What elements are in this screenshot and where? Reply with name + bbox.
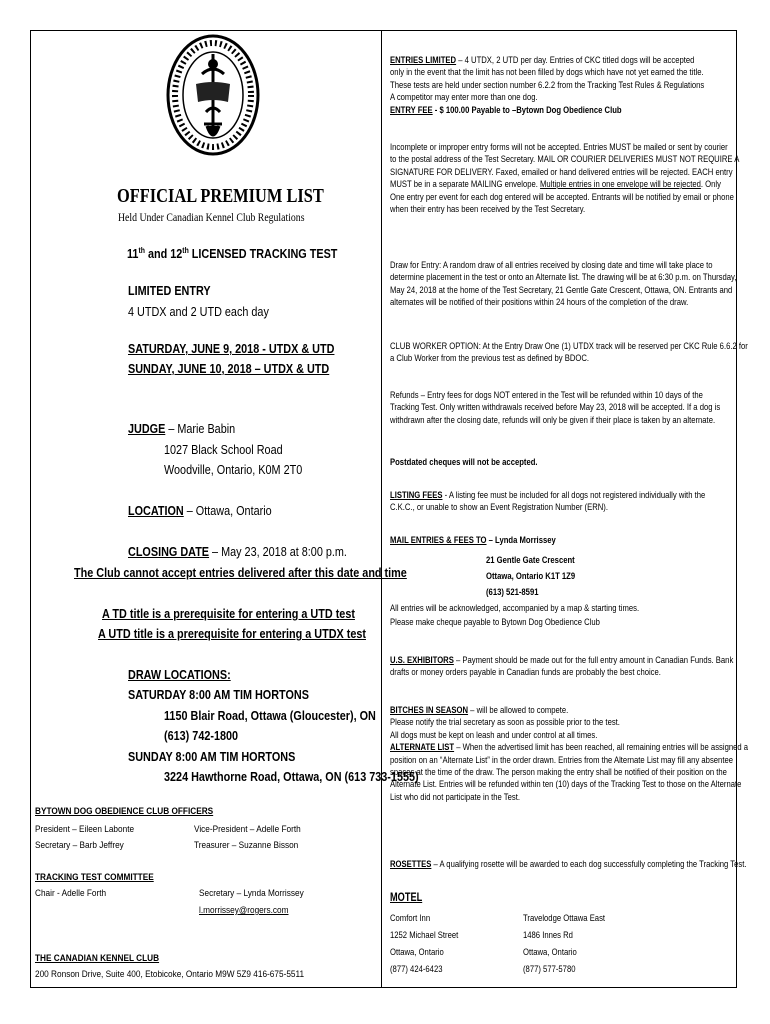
judge-address-2: Woodville, Ontario, K0M 2T0 xyxy=(164,463,303,477)
saturday-date: SATURDAY, JUNE 9, 2018 - UTDX & UTD xyxy=(128,342,335,356)
mail-entries-label: MAIL ENTRIES & FEES TO xyxy=(390,535,487,546)
listing-fees-section: LISTING FEES - A listing fee must be included for all dogs not registered individually with the C.K.C., or unable to show an Event Registration Number (ERN). xyxy=(390,490,706,514)
entries-limited-section: ENTRIES LIMITED – 4 UTDX, 2 UTD per day. Entries of CKC titled dogs will be accepted only in the event that the limit has not been filled by dogs which have not yet earned the title. These tests are held under section number 6.2.2 from the Tracking Test Rules & Regulations A competitor may enter more than one dog. ENTRY FEE - $ 100.00 Payable to –Bytown Dog Obedience Club xyxy=(390,55,705,116)
officer-vice-president: Vice-President – Adelle Forth xyxy=(194,824,301,835)
officer-secretary: Secretary – Barb Jeffrey xyxy=(35,840,124,851)
limited-entry-heading: LIMITED ENTRY xyxy=(128,284,211,298)
motel-comfort-inn: Comfort Inn 1252 Michael Street Ottawa, Ontario (877) 424-6423 xyxy=(390,913,459,975)
bitches-in-season-section: BITCHES IN SEASON – will be allowed to compete. Please notify the trial secretary as soon as possible prior to the test. All dogs must be kept on leash and under control at all times. ALTERNATE LIST – When the advertised limit has been reached, all remaining entries will be assigned a position on an “Alternate List” in the order drawn. Entries from the Alternate List may fill any absentee spaces at the time of the draw. The person making the entry shall be notified of their position on the Alternate List. Entries will be refunded within ten (10) days of the Tracking Test to those on the Alternate List who did not participate in the Test. xyxy=(390,705,749,803)
draw-sunday: SUNDAY 8:00 AM TIM HORTONS xyxy=(128,750,296,764)
motel-travelodge: Travelodge Ottawa East 1486 Innes Rd Ottawa, Ontario (877) 577-5780 xyxy=(523,913,606,975)
committee-secretary: Secretary – Lynda Morrissey xyxy=(199,888,304,899)
judge-label: JUDGE xyxy=(128,422,166,436)
draw-locations-heading: DRAW LOCATIONS: xyxy=(128,668,231,682)
draw-for-entry-section: Draw for Entry: A random draw of all entries received by closing date and time will take place to determine placement in the test or onto an Alternate list. The drawing will be at 6:30 p.m. on Thursday, May 24, 2018 at the home of the Test Secretary, 21 Gentle Gate Crescent, Ottawa, ON. Entrants and alternates will be notified of their positions within 24 hours of the completion of the draw. xyxy=(390,260,737,309)
limited-entry-text: 4 UTDX and 2 UTD each day xyxy=(128,305,269,319)
location-label: LOCATION xyxy=(128,504,184,518)
officers-heading: BYTOWN DOG OBEDIENCE CLUB OFFICERS xyxy=(35,806,214,817)
judge-address-1: 1027 Black School Road xyxy=(164,443,283,457)
draw-saturday-phone: (613) 742-1800 xyxy=(164,729,239,743)
column-divider xyxy=(381,30,382,988)
closing-date-label: CLOSING DATE xyxy=(128,545,210,559)
ckc-heading: THE CANADIAN KENNEL CLUB xyxy=(35,953,160,964)
closing-date-line: CLOSING DATE – May 23, 2018 at 8:00 p.m. xyxy=(128,545,347,559)
refunds-section: Refunds – Entry fees for dogs NOT entered in the Test will be refunded within 10 days of the Tracking Test. Only written withdrawals received before May 23, 2018 will be accepted. If a dog is withdrawn after the closing date, refunds will only be given if their place is taken by an alternate. xyxy=(390,390,721,426)
entry-fee-label: ENTRY FEE xyxy=(390,104,433,116)
prerequisite-utd: A TD title is a prerequisite for entering a UTD test xyxy=(102,607,355,621)
test-name-heading: 11th and 12th LICENSED TRACKING TEST xyxy=(127,246,338,262)
listing-fees-label: LISTING FEES xyxy=(390,490,443,501)
entries-limited-label: ENTRIES LIMITED xyxy=(390,55,457,66)
prerequisite-utdx: A UTD title is a prerequisite for entering a UTDX test xyxy=(98,627,367,641)
postdated-cheques-note: Postdated cheques will not be accepted. xyxy=(390,457,538,468)
ckc-address: 200 Ronson Drive, Suite 400, Etobicoke, Ontario M9W 5Z9 416-675-5511 xyxy=(35,969,305,980)
bitches-in-season-label: BITCHES IN SEASON xyxy=(390,705,469,716)
draw-sunday-address: 3224 Hawthorne Road, Ottawa, ON (613 733-1555) xyxy=(164,770,419,784)
judge-line xyxy=(128,422,235,436)
judge-name: – Marie Babin xyxy=(165,422,236,436)
rosettes-label: ROSETTES xyxy=(390,859,432,870)
mail-address-block: 21 Gentle Gate Crescent Ottawa, Ontario K1T 1Z9 (613) 521-8591 xyxy=(486,555,576,598)
rosettes-section: ROSETTES – A qualifying rosette will be awarded to each dog successfully completing the Tracking Test. xyxy=(390,859,747,870)
committee-heading: TRACKING TEST COMMITTEE xyxy=(35,872,154,883)
committee-chair: Chair - Adelle Forth xyxy=(35,888,107,899)
incomplete-entries-section: Incomplete or improper entry forms will not be accepted. Entries MUST be mailed or sent by courier to the postal address of the Test Secretary. MAIL OR COURIER DELIVERIES MUST NOT REQUIRE A SIGNATURE FOR DELIVERY. Faxed, emailed or hand delivered entries will be rejected. EACH entry MUST be in a separate MAILING envelope. Multiple entries in one envelope will be rejected. Only One entry per event for each dog entered will be accepted. Entrants will be notified by email or phone when their entry has been received by the Test Secretary. xyxy=(390,142,740,215)
location-line: LOCATION – Ottawa, Ontario xyxy=(128,504,272,518)
mail-notes: All entries will be acknowledged, accompanied by a map & starting times. Please make cheque payable to Bytown Dog Obedience Club xyxy=(390,603,640,629)
alternate-list-label: ALTERNATE LIST xyxy=(390,742,455,754)
us-exhibitors-label: U.S. EXHIBITORS xyxy=(390,655,454,666)
us-exhibitors-section: U.S. EXHIBITORS – Payment should be made out for the full entry amount in Canadian Funds. Bank drafts or money orders payable in Canadian funds are probably the best choice. xyxy=(390,655,734,679)
draw-saturday-address: 1150 Blair Road, Ottawa (Gloucester), ON xyxy=(164,709,376,723)
motel-heading: MOTEL xyxy=(390,892,423,904)
draw-saturday: SATURDAY 8:00 AM TIM HORTONS xyxy=(128,688,309,702)
committee-email-link[interactable]: l.morrissey@rogers.com xyxy=(199,905,289,916)
club-seal-logo xyxy=(166,34,260,156)
closing-note: The Club cannot accept entries delivered after this date and time xyxy=(74,566,407,580)
document-subtitle: Held Under Canadian Kennel Club Regulations xyxy=(118,212,305,224)
document-title: OFFICIAL PREMIUM LIST xyxy=(117,185,324,207)
sunday-date: SUNDAY, JUNE 10, 2018 – UTDX & UTD xyxy=(128,362,330,376)
club-worker-section: CLUB WORKER OPTION: At the Entry Draw One (1) UTDX track will be reserved per CKC Rule 6.6.2 for a Club Worker from the previous test as defined by BDOC. xyxy=(390,341,748,365)
mail-entries-section: MAIL ENTRIES & FEES TO – Lynda Morrissey xyxy=(390,535,556,546)
officer-president: President – Eileen Labonte xyxy=(35,824,135,835)
officer-treasurer: Treasurer – Suzanne Bisson xyxy=(194,840,299,851)
